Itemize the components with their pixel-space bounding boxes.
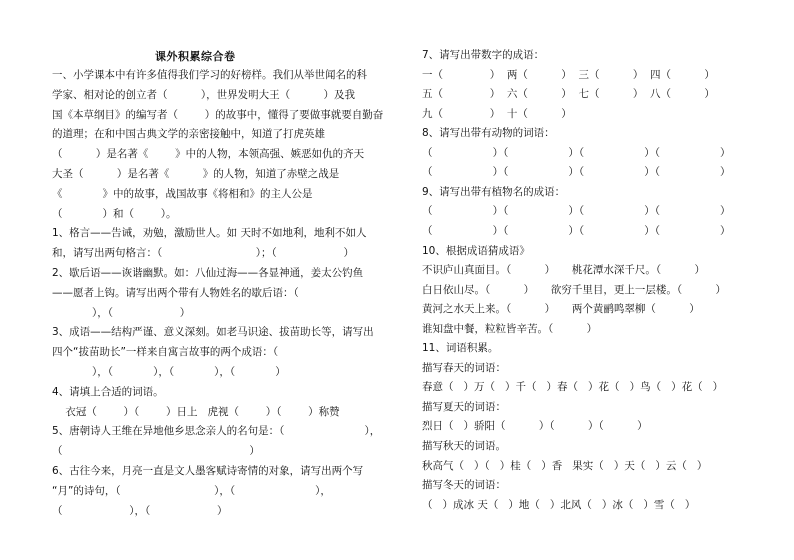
left-line: 2、歇后语——诙谐幽默。如：八仙过海——各显神通，姜太公钓鱼 [52, 267, 364, 279]
right-line: 白日依山尽。（ ） 欲穷千里目，更上一层楼。（ ） [422, 283, 726, 296]
right-line: 描写秋天的词语。 [422, 440, 506, 452]
right-line: 描写夏天的词语： [422, 400, 506, 413]
right-line: 10、根据成语猜成语》 [422, 244, 530, 257]
right-line: （ ）成冰 天（ ）地（ ）北风（ ）冰（ ）雪（ ） [422, 498, 696, 511]
left-line: 四个“拔苗助长”一样来自寓言故事的两个成语：（ [52, 346, 279, 359]
right-line: 9、请写出带有植物名的成语： [422, 185, 566, 198]
right-line: （ ）（ ）（ ）（ ） [422, 146, 731, 159]
left-line: 4、请填上合适的词语。 [52, 385, 164, 398]
right-line: 春意（ ）万（ ）千（ ）春（ ）花（ ）鸟（ ）花（ ） [422, 381, 724, 394]
left-line: ——愿者上钩。请写出两个带有人物姓名的歇后语：（ [52, 286, 299, 299]
left-line: 学家、相对论的创立者（ ），世界发明大王（ ）及我 [52, 88, 356, 101]
right-line: （ ）（ ）（ ）（ ） [422, 224, 731, 237]
left-line: “月”的诗句，（ ），（ ）， [52, 484, 331, 497]
right-line: 描写春天的词语： [422, 361, 506, 374]
left-line: （ ），（ ） [52, 504, 228, 517]
left-line: 《 》中的故事，战国故事《将相和》的主人公是 [52, 187, 313, 200]
right-line: 九（ ） 十（ ） [422, 107, 572, 120]
left-line: 大圣（ ）是名著《 》的人物，知道了赤壁之战是 [52, 168, 340, 180]
right-line: 不识庐山真面目。（ ） 桃花潭水深千尺。（ ） [422, 264, 705, 277]
right-line: 烈日（ ）骄阳（ ）（ ）（ ） [422, 420, 648, 433]
left-line: 3、成语——结构严谨、意义深刻。如老马识途、拔苗助长等，请写出 [52, 326, 374, 339]
right-line: 11、词语积累。 [422, 342, 499, 355]
left-line: ），（ ） [52, 306, 191, 319]
page-title: 课外积累综合卷 [155, 50, 236, 63]
left-line: （ ）和（ ）。 [52, 207, 177, 220]
right-line: 8、请写出带有动物的词语： [422, 127, 555, 140]
right-line: 7、请写出带数字的成语： [422, 49, 545, 61]
left-line: 衣冠（ ）（ ）日上 虎视（ ）（ ）称赞 [52, 405, 340, 418]
right-line: 描写冬天的词语： [422, 479, 506, 492]
right-line: 黄河之水天上来。（ ） 两个黄鹂鸣翠柳（ ） [422, 303, 700, 316]
right-line: 一（ ） 两（ ） 三（ ） 四（ ） [422, 68, 715, 81]
left-line: 国《本草纲目》的编写者（ ）的故事中，懂得了要做事就要自勤奋 [52, 108, 384, 121]
left-line: 一、小学课本中有许多值得我们学习的好榜样。我们从举世闻名的科 [52, 69, 367, 81]
left-line: 6、古往今来，月亮一直是文人墨客赋诗寄情的对象，请写出两个写 [52, 465, 364, 477]
right-line: （ ）（ ）（ ）（ ） [422, 166, 731, 179]
right-line: （ ）（ ）（ ）（ ） [422, 205, 731, 218]
left-line: 的道理；在和中国古典文学的亲密接触中，知道了打虎英雄 [52, 128, 325, 141]
left-line: （ ）是名著《 》中的人物，本领高强、嫉恶如仇的齐天 [52, 148, 365, 161]
left-line: 和，请写出两句格言：（ ）；（ ） [52, 247, 354, 260]
left-line: 5、唐朝诗人王维在异地他乡思念亲人的名句是：（ ）， [52, 425, 381, 438]
left-line: ），（ ），（ ），（ ） [52, 366, 286, 378]
left-line: （ ） [52, 445, 260, 458]
right-line: 谁知盘中餐，粒粒皆辛苦。（ ） [422, 322, 598, 335]
right-line: 五（ ） 六（ ） 七（ ） 八（ ） [422, 88, 715, 101]
right-line: 秋高气（ ）（ ）桂（ ）香 果实（ ）天（ ）云（ ） [422, 459, 708, 472]
left-line: 1、格言——告诫，劝勉，激励世人。如 天时不如地利，地利不如人 [52, 227, 367, 240]
